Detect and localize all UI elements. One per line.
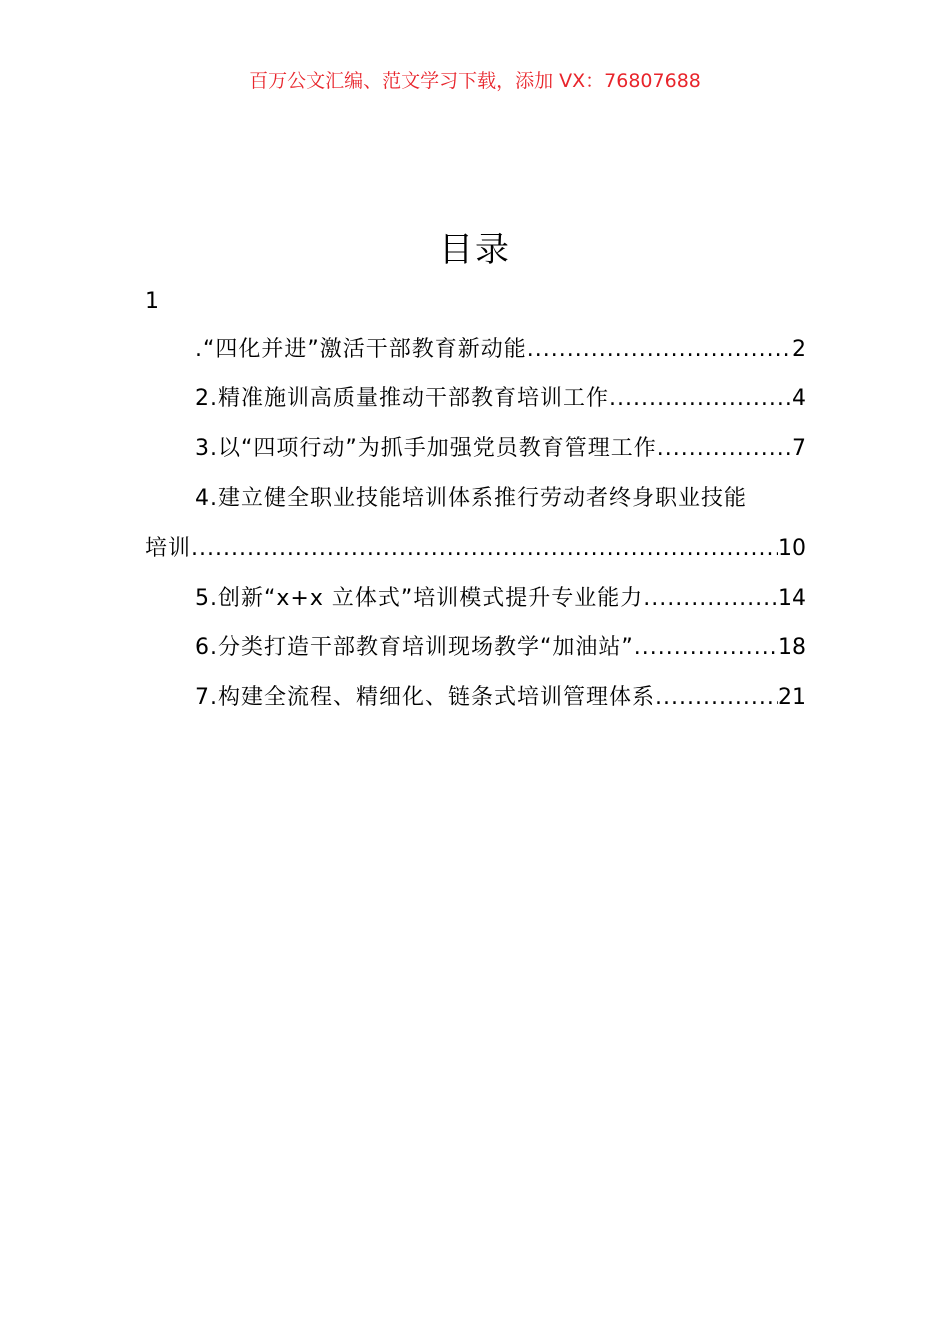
toc-entry-page: 14 [778,586,806,611]
toc-leader-dots [655,682,778,714]
toc-entry-page: 2 [792,337,806,362]
page-title: 目录 [439,230,511,270]
toc-entry-text: 7.构建全流程、精细化、链条式培训管理体系 [195,685,655,710]
toc-leader-dots [634,632,778,664]
toc-entry[interactable] [195,682,806,714]
toc-entry-text: 2.精准施训高质量推动干部教育培训工作 [195,386,609,411]
toc-entry[interactable] [195,334,806,366]
toc-entry-page: 18 [778,635,806,660]
toc-leader-dots [527,334,792,366]
toc-entry[interactable] [195,433,806,465]
toc-entry[interactable] [195,632,806,664]
toc-entry-text[interactable]: 4.建立健全职业技能培训体系推行劳动者终身职业技能 [195,486,747,511]
toc-entry-text: .“四化并进”激活干部教育新动能 [195,337,527,362]
toc-leader-dots [643,583,778,615]
toc-entry-page: 4 [792,386,806,411]
toc-number-line: 1 [145,289,159,314]
toc-entry[interactable] [145,533,806,565]
toc-entry-text: 6.分类打造干部教育培训现场教学“加油站” [195,635,634,660]
toc-entry-page: 10 [778,536,806,561]
toc-leader-dots [657,433,792,465]
toc-leader-dots [191,533,778,565]
toc-entry-page: 21 [778,685,806,710]
header-note: 百万公文汇编、范文学习下载，添加 VX：76807688 [249,70,701,92]
toc-entry-text: 3.以“四项行动”为抓手加强党员教育管理工作 [195,436,657,461]
toc-entry-page: 7 [792,436,806,461]
toc-entry-continuation: 培训 [145,536,192,561]
toc-entry[interactable] [195,383,806,415]
toc-entry-text: 5.创新“x+x 立体式”培训模式提升专业能力 [195,586,644,611]
toc-leader-dots [609,383,792,415]
toc-entry[interactable] [195,583,806,615]
